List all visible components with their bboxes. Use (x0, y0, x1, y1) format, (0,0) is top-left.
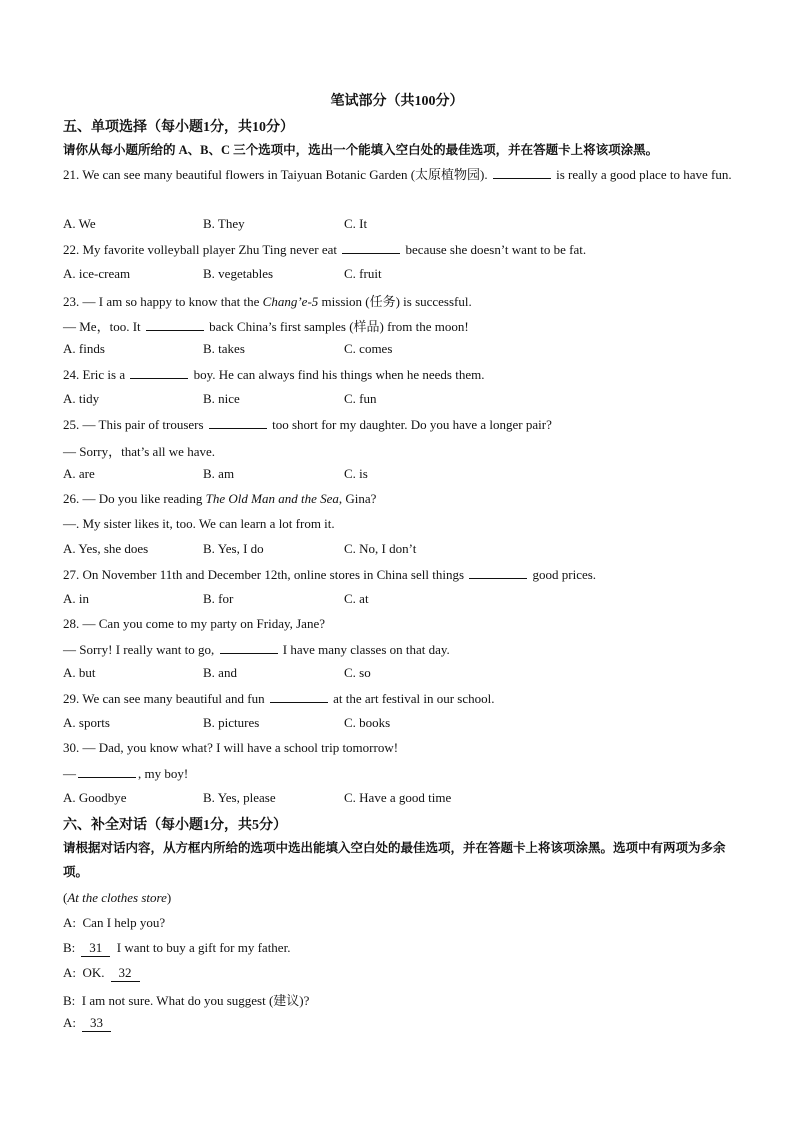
page-title: 笔试部分（共100分） (330, 94, 464, 109)
question-21-options (63, 216, 743, 234)
dialogue-line-5: A: 33 (63, 1015, 743, 1032)
question-28-options (63, 665, 743, 683)
question-27: 27. On November 11th and December 12th, online stores in China sell things good prices. (63, 567, 597, 582)
question-27-options (63, 591, 743, 609)
option-b: B. for (203, 591, 234, 606)
answer-blank (209, 416, 267, 429)
question-29: 29. We can see many beautiful and fun at the art festival in our school. (63, 691, 495, 706)
option-a: A. are (63, 466, 95, 481)
question-22: 22. My favorite volleyball player Zhu Ting never eat because she doesn’t want to be fat. (63, 242, 587, 257)
option-c: C. fun (344, 391, 377, 406)
option-c: C. No, I don’t (344, 541, 417, 556)
question-23-options (63, 341, 743, 359)
dialogue-blank-33: 33 (82, 1015, 111, 1032)
option-c: C. comes (344, 341, 393, 356)
answer-blank (146, 318, 204, 331)
option-c: C. is (344, 466, 368, 481)
question-22-options (63, 266, 743, 284)
question-30-line-2: — , my boy! (63, 766, 189, 781)
question-23-line-1: 23. — I am so happy to know that the Chang’e-5 mission (任务) is successful. (63, 294, 472, 309)
dialogue-line-3: A: OK. 32 (63, 965, 743, 982)
option-a: A. tidy (63, 391, 100, 406)
answer-blank (469, 566, 527, 579)
dialogue-line-2: B: 31 I want to buy a gift for my father. (63, 940, 291, 955)
option-a: A. finds (63, 341, 105, 356)
question-26-line-1: 26. — Do you like reading The Old Man and the Sea, Gina? (63, 491, 377, 506)
option-b: B. am (203, 466, 235, 481)
answer-blank (130, 366, 188, 379)
option-c: C. Have a good time (344, 790, 452, 805)
option-c: C. at (344, 591, 369, 606)
option-b: B. nice (203, 391, 240, 406)
answer-blank (78, 765, 136, 778)
answer-blank (493, 166, 551, 179)
answer-blank (220, 641, 278, 654)
question-26-options (63, 541, 743, 559)
option-c: C. so (344, 665, 371, 680)
question-21: 21. We can see many beautiful flowers in Taiyuan Botanic Garden (太原植物园). is really a good place to have fun. (63, 167, 732, 182)
section-5-instruction: 请你从每小题所给的 A、B、C 三个选项中，选出一个能填入空白处的最佳选项，并在答题卡上将该项涂黑。 (63, 143, 659, 157)
dialogue-blank-31: 31 (81, 940, 110, 957)
option-a: A. in (63, 591, 89, 606)
option-a: A. ice-cream (63, 266, 131, 281)
option-b: B. takes (203, 341, 245, 356)
option-b: B. pictures (203, 715, 260, 730)
question-29-options (63, 715, 743, 733)
dialogue-blank-32: 32 (111, 965, 140, 982)
question-30-options (63, 790, 743, 808)
option-a: A. Goodbye (63, 790, 127, 805)
answer-blank (270, 690, 328, 703)
question-30-line-1: 30. — Dad, you know what? I will have a school trip tomorrow! (63, 740, 399, 755)
option-a: A. sports (63, 715, 110, 730)
option-c: C. fruit (344, 266, 382, 281)
question-28-line-1: 28. — Can you come to my party on Friday, Jane? (63, 616, 325, 631)
option-b: B. Yes, I do (203, 541, 264, 556)
option-c: C. It (344, 216, 368, 231)
option-a: A. Yes, she does (63, 541, 149, 556)
dialogue-line-1: A: Can I help you? (63, 915, 166, 930)
question-24-options (63, 391, 743, 409)
question-28-line-2: — Sorry! I really want to go, I have many classes on that day. (63, 642, 450, 657)
question-24: 24. Eric is a boy. He can always find his things when he needs them. (63, 367, 485, 382)
option-a: A. We (63, 216, 96, 231)
question-23-line-2: — Me，too. It back China’s first samples (样品) from the moon! (63, 319, 469, 334)
dialogue-setting: (At the clothes store) (63, 890, 172, 905)
option-b: B. vegetables (203, 266, 274, 281)
option-c: C. books (344, 715, 391, 730)
section-5-heading: 五、单项选择（每小题1分，共10分） (63, 120, 294, 135)
question-25-options (63, 466, 743, 484)
question-26-line-2: —. My sister likes it, too. We can learn a lot from it. (63, 516, 335, 531)
option-b: B. and (203, 665, 237, 680)
option-a: A. but (63, 665, 96, 680)
option-b: B. Yes, please (203, 790, 276, 805)
section-6-heading: 六、补全对话（每小题1分，共5分） (63, 818, 287, 833)
section-6-instruction: 请根据对话内容，从方框内所给的选项中选出能填入空白处的最佳选项，并在答题卡上将该项涂黑。选项中有两项为多余项。 (63, 841, 726, 879)
question-25-line-2: — Sorry，that’s all we have. (63, 444, 215, 459)
answer-blank (342, 241, 400, 254)
dialogue-line-4: B: I am not sure. What do you suggest (建议)? (63, 993, 310, 1008)
question-25-line-1: 25. — This pair of trousers too short for my daughter. Do you have a longer pair? (63, 417, 552, 432)
option-b: B. They (203, 216, 245, 231)
